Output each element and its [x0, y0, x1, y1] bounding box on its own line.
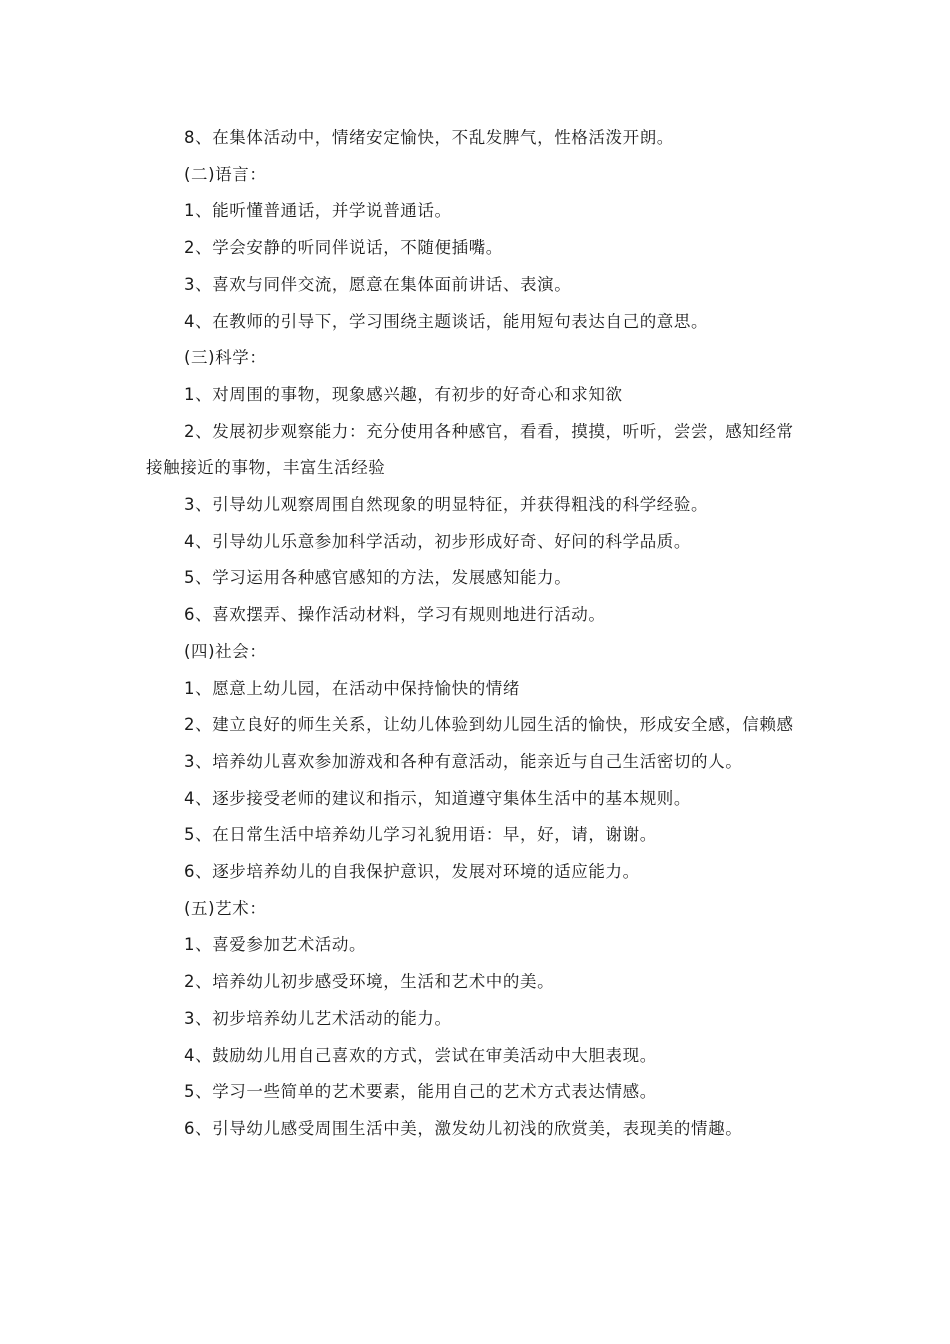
- list-item-language-3: 3、喜欢与同伴交流，愿意在集体面前讲话、表演。: [184, 274, 572, 294]
- document-body: [146, 120, 806, 1148]
- list-item-society-1: 1、愿意上幼儿园，在活动中保持愉快的情绪: [184, 678, 520, 698]
- list-item-science-3: 3、引导幼儿观察周围自然现象的明显特征，并获得粗浅的科学经验。: [184, 495, 709, 515]
- section-heading-society: (四)社会：: [184, 641, 267, 661]
- section-heading-science: (三)科学：: [184, 348, 267, 368]
- list-item-art-2: 2、培养幼儿初步感受环境，生活和艺术中的美。: [184, 972, 555, 992]
- list-item-language-2: 2、学会安静的听同伴说话，不随便插嘴。: [184, 238, 503, 258]
- section-heading-art: (五)艺术：: [184, 898, 267, 918]
- list-item-science-4: 4、引导幼儿乐意参加科学活动，初步形成好奇、好问的科学品质。: [184, 531, 691, 551]
- list-item-society-3: 3、培养幼儿喜欢参加游戏和各种有意活动，能亲近与自己生活密切的人。: [184, 751, 743, 771]
- list-item-art-6: 6、引导幼儿感受周围生活中美，激发幼儿初浅的欣赏美，表现美的情趣。: [184, 1118, 743, 1138]
- list-item-language-1: 1、能听懂普通话，并学说普通话。: [184, 201, 452, 221]
- list-item-society-2: 2、建立良好的师生关系，让幼儿体验到幼儿园生活的愉快，形成安全感，信赖感: [184, 715, 794, 735]
- list-item-art-4: 4、鼓励幼儿用自己喜欢的方式，尝试在审美活动中大胆表现。: [184, 1045, 657, 1065]
- list-item-science-2: 2、发展初步观察能力：充分使用各种感官，看看，摸摸，听听，尝尝，感知经常接触接近的事物，丰富生活经验: [146, 421, 794, 478]
- list-item-science-1: 1、对周围的事物，现象感兴趣，有初步的好奇心和求知欲: [184, 384, 623, 404]
- list-item-society-4: 4、逐步接受老师的建议和指示，知道遵守集体生活中的基本规则。: [184, 788, 691, 808]
- section-heading-language: (二)语言：: [184, 164, 267, 184]
- list-item-art-5: 5、学习一些简单的艺术要素，能用自己的艺术方式表达情感。: [184, 1082, 657, 1102]
- list-item-art-1: 1、喜爱参加艺术活动。: [184, 935, 367, 955]
- list-item-science-6: 6、喜欢摆弄、操作活动材料，学习有规则地进行活动。: [184, 605, 606, 625]
- list-item-art-3: 3、初步培养幼儿艺术活动的能力。: [184, 1008, 452, 1028]
- list-item-social-8: 8、在集体活动中，情绪安定愉快，不乱发脾气，性格活泼开朗。: [184, 128, 674, 147]
- list-item-society-6: 6、逐步培养幼儿的自我保护意识，发展对环境的适应能力。: [184, 862, 640, 882]
- list-item-science-5: 5、学习运用各种感官感知的方法，发展感知能力。: [184, 568, 572, 588]
- list-item-language-4: 4、在教师的引导下，学习围绕主题谈话，能用短句表达自己的意思。: [184, 311, 709, 331]
- list-item-society-5: 5、在日常生活中培养幼儿学习礼貌用语：早，好，请，谢谢。: [184, 825, 657, 845]
